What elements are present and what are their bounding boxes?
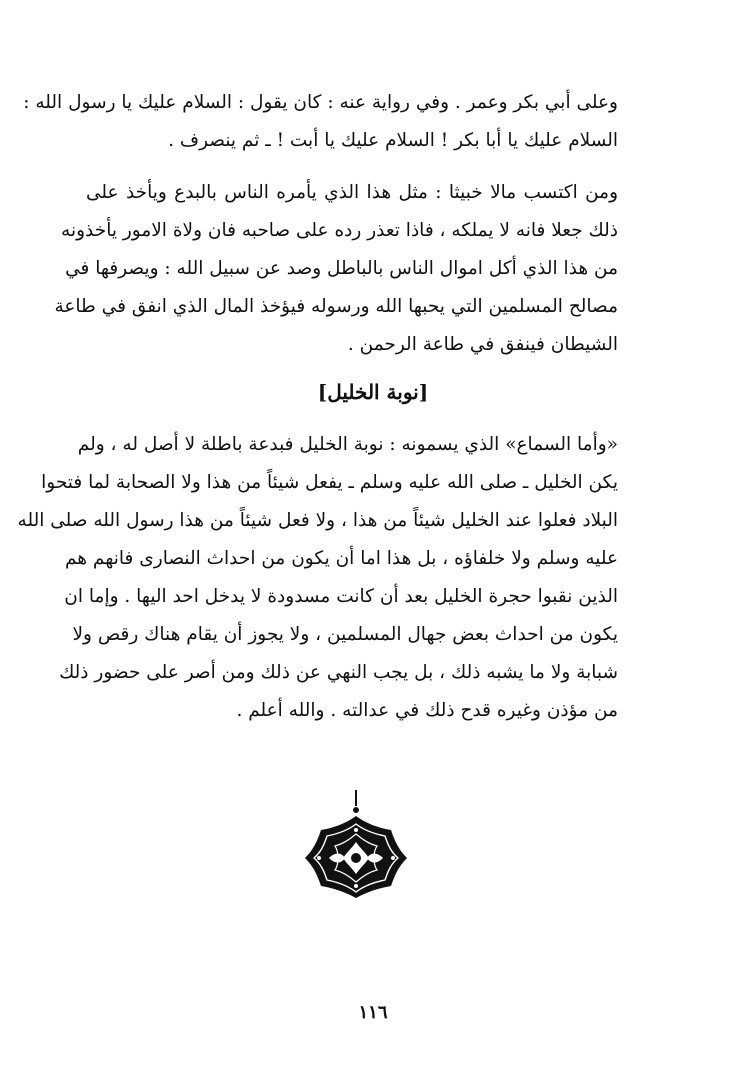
text-line: عليه وسلم ولا خلفاؤه ، بل هذا اما أن يكون من احداث النصارى فانهم هم <box>64 548 618 569</box>
paragraph-3 <box>17 426 618 730</box>
text-line: شبابة ولا ما يشبه ذلك ، بل يجب النهي عن ذلك ومن أصر على حضور ذلك <box>59 662 618 683</box>
text-line: ذلك جعلا فانه لا يملكه ، فاذا تعذر رده على صاحبه فان ولاة الامور يأخذونه <box>61 220 618 241</box>
text-line: البلاد فعلوا عند الخليل شيئاً من هذا ، ولا فعل شيئاً من هذا رسول الله صلى الله <box>17 510 618 531</box>
text-line: ومن اكتسب مالا خبيثا : مثل هذا الذي يأمره الناس بالبدع ويأخذ على <box>86 182 618 203</box>
text-line: يكن الخليل ـ صلى الله عليه وسلم ـ يفعل شيئاً من هذا ولا الصحابة لما فتحوا <box>41 472 618 493</box>
paragraph-1 <box>23 84 618 160</box>
page-number: ١١٦ <box>358 1002 388 1023</box>
text-line: من مؤذن وغيره قدح ذلك في عدالته . والله أعلم . <box>236 700 618 721</box>
section-heading: [نوبة الخليل] <box>317 380 429 404</box>
text-line: من هذا الذي أكل اموال الناس بالباطل وصد عن سبيل الله : ويصرفها في <box>65 258 618 279</box>
text-line: مصالح المسلمين التي يحبها الله ورسوله فيؤخذ المال الذي انفق في طاعة <box>54 296 618 317</box>
floral-medallion-icon <box>303 788 409 900</box>
text-line: السلام عليك يا أبا بكر ! السلام عليك يا أبت ! ـ ثم ينصرف . <box>168 130 618 151</box>
text-line: «وأما السماع» الذي يسمونه : نوبة الخليل فبدعة باطلة لا أصل له ، ولم <box>77 434 618 455</box>
text-line: الشيطان فينفق في طاعة الرحمن . <box>347 334 618 355</box>
text-line: الذين نقبوا حجرة الخليل بعد أن كانت مسدودة لا يدخل احد اليها . وإما ان <box>64 586 618 607</box>
paragraph-2 <box>54 174 618 364</box>
text-line: وعلى أبي بكر وعمر . وفي رواية عنه : كان يقول : السلام عليك يا رسول الله : <box>23 92 618 113</box>
text-line: يكون من احداث بعض جهال المسلمين ، ولا يجوز أن يقام هناك رقص ولا <box>72 624 618 645</box>
